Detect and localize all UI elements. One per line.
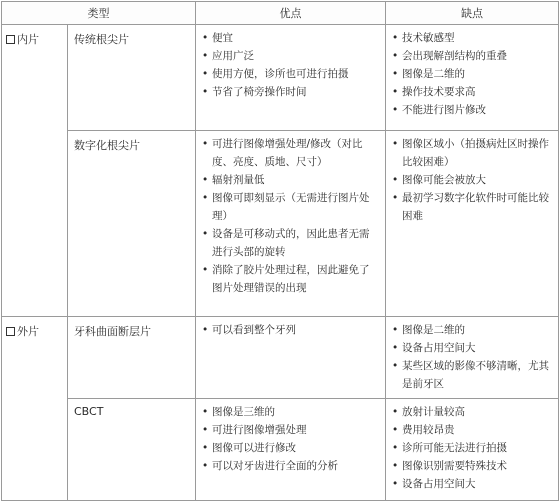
list-item: • 可以看到整个牙列 xyxy=(202,321,379,339)
list-item: • 操作技术要求高 xyxy=(392,83,552,101)
table-row xyxy=(2,25,559,131)
list-item: • 使用方便，诊所也可进行拍摄 xyxy=(202,65,379,83)
list-item: • 应用广泛 xyxy=(202,47,379,65)
list-item: • 图像区域小（拍摄病灶区时操作比较困难） xyxy=(392,135,552,171)
list-item: • 会出现解剖结构的重叠 xyxy=(392,47,552,65)
list-item: • 图像是三维的 xyxy=(202,403,379,421)
table-row xyxy=(2,131,559,317)
list-item: • 消除了胶片处理过程，因此避免了图片处理错误的出现 xyxy=(202,261,379,297)
cons-list xyxy=(392,321,552,393)
subtype-cell xyxy=(68,131,196,317)
list-item: • 图像可能会被放大 xyxy=(392,171,552,189)
pros-list xyxy=(202,29,379,101)
subtype-label: 牙科曲面断层片 xyxy=(74,325,151,338)
header-pros: 优点 xyxy=(196,2,386,25)
cons-cell xyxy=(386,399,559,501)
subtype-cell xyxy=(68,25,196,131)
subtype-cell xyxy=(68,399,196,501)
category-label: 外片 xyxy=(17,325,39,338)
list-item: • 可进行图像增强处理/修改（对比度、亮度、质地、尺寸） xyxy=(202,135,379,171)
category-cell xyxy=(2,25,68,317)
cons-list xyxy=(392,135,552,225)
pros-cell xyxy=(196,399,386,501)
checkbox-square-icon xyxy=(6,35,15,44)
list-item: • 图像识别需要特殊技术 xyxy=(392,457,552,475)
table-row xyxy=(2,317,559,399)
pros-list xyxy=(202,135,379,297)
imaging-comparison-table xyxy=(1,1,559,501)
list-item: • 图像是二维的 xyxy=(392,321,552,339)
table-body xyxy=(2,25,559,501)
pros-cell xyxy=(196,25,386,131)
list-item: • 节省了椅旁操作时间 xyxy=(202,83,379,101)
cons-cell xyxy=(386,25,559,131)
cons-cell xyxy=(386,131,559,317)
cons-list xyxy=(392,29,552,119)
list-item: • 放射计量较高 xyxy=(392,403,552,421)
subtype-label: 数字化根尖片 xyxy=(74,139,140,152)
list-item: • 设备是可移动式的，因此患者无需进行头部的旋转 xyxy=(202,225,379,261)
list-item: • 图像可即刻显示（无需进行图片处理） xyxy=(202,189,379,225)
header-cons: 缺点 xyxy=(386,2,559,25)
subtype-label: 传统根尖片 xyxy=(74,33,129,46)
subtype-label: CBCT xyxy=(74,405,104,418)
cons-list xyxy=(392,403,552,493)
cons-cell xyxy=(386,317,559,399)
list-item: • 便宜 xyxy=(202,29,379,47)
list-item: • 图像可以进行修改 xyxy=(202,439,379,457)
category-label: 内片 xyxy=(17,33,39,46)
pros-cell xyxy=(196,317,386,399)
list-item: • 辐射剂量低 xyxy=(202,171,379,189)
list-item: • 费用较昂贵 xyxy=(392,421,552,439)
list-item: • 不能进行图片修改 xyxy=(392,101,552,119)
list-item: • 技术敏感型 xyxy=(392,29,552,47)
list-item: • 可以对牙齿进行全面的分析 xyxy=(202,457,379,475)
list-item: • 最初学习数字化软件时可能比较困难 xyxy=(392,189,552,225)
list-item: • 某些区域的影像不够清晰，尤其是前牙区 xyxy=(392,357,552,393)
pros-cell xyxy=(196,131,386,317)
list-item: • 设备占用空间大 xyxy=(392,339,552,357)
pros-list xyxy=(202,321,379,339)
pros-list xyxy=(202,403,379,475)
subtype-cell xyxy=(68,317,196,399)
list-item: • 图像是二维的 xyxy=(392,65,552,83)
table-row xyxy=(2,399,559,501)
list-item: • 可进行图像增强处理 xyxy=(202,421,379,439)
header-type: 类型 xyxy=(2,2,196,25)
list-item: • 诊所可能无法进行拍摄 xyxy=(392,439,552,457)
header-row xyxy=(2,2,559,25)
checkbox-square-icon xyxy=(6,327,15,336)
category-cell xyxy=(2,317,68,501)
list-item: • 设备占用空间大 xyxy=(392,475,552,493)
